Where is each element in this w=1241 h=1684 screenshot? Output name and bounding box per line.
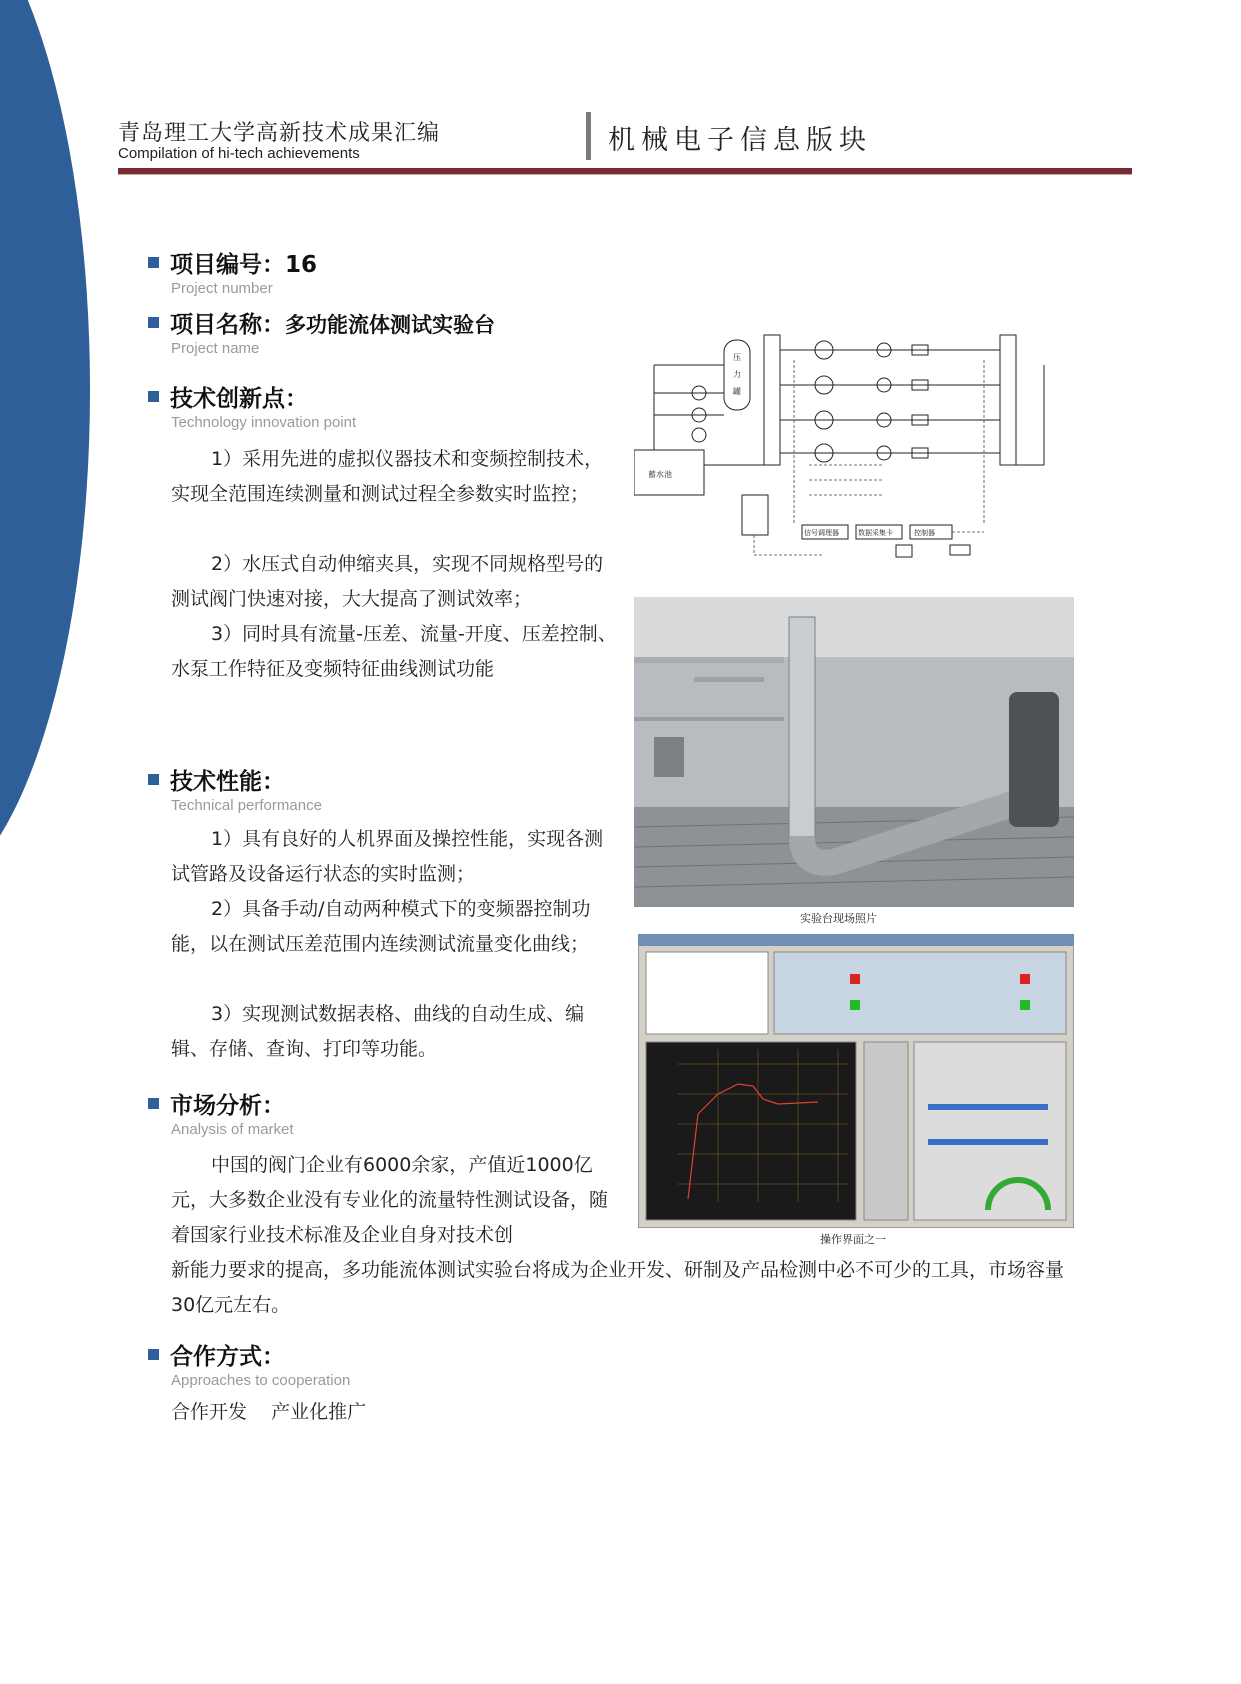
signal-label: 信号调理器 [804, 529, 839, 537]
bullet-icon [148, 317, 159, 328]
vfd-box [742, 495, 768, 535]
project-name-value: 多功能流体测试实验台 [285, 313, 495, 337]
header-rule-thin [118, 174, 1132, 175]
cooperation-text: 合作开发 产业化推广 [171, 1401, 367, 1423]
manifold-1 [764, 335, 780, 465]
market-heading: 市场分析： [170, 1093, 285, 1119]
performance-subtitle: Technical performance [171, 797, 322, 814]
innovation-paragraph-2: 2）水压式自动伸缩夹具，实现不同规格型号的测试阀门快速对接，大大提高了测试效率； [171, 553, 604, 610]
market-paragraph-part-2: 新能力要求的提高，多功能流体测试实验台将成为企业开发、研制及产品检测中必不可少的工具，市场容量30亿元左右。 [171, 1259, 1065, 1316]
decorative-side-arc [0, 0, 90, 900]
innovation-subtitle: Technology innovation point [171, 414, 357, 431]
project-name-subtitle: Project name [171, 340, 260, 357]
operation-interface-screenshot [638, 934, 1074, 1228]
cooperation-subtitle: Approaches to cooperation [171, 1372, 351, 1389]
project-number-subtitle: Project number [171, 280, 273, 297]
system-schematic-diagram [634, 315, 1064, 575]
performance-heading: 技术性能： [170, 769, 285, 795]
market-paragraph-part-1: 中国的阀门企业有6000余家，产值近1000亿元，大多数企业没有专业化的流量特性测试设备，随着国家行业技术标准及企业自身对技术创 [171, 1154, 609, 1246]
project-number-heading: 项目编号：16 [170, 252, 318, 278]
bullet-icon [148, 774, 159, 785]
bullet-icon [148, 1349, 159, 1360]
header-english-title: Compilation of hi-tech achievements [118, 145, 360, 162]
cooperation-heading: 合作方式： [170, 1344, 285, 1370]
project-name-heading [170, 306, 495, 339]
project-name-label: 项目名称： [170, 312, 285, 338]
innovation-paragraph-1: 1）采用先进的虚拟仪器技术和变频控制技术，实现全范围连续测量和测试过程全参数实时监控； [171, 448, 604, 505]
header-university-title: 青岛理工大学高新技术成果汇编 [118, 121, 441, 146]
tank-label-1: 压 [733, 353, 741, 362]
tank-label-3: 罐 [733, 387, 741, 396]
innovation-heading: 技术创新点： [170, 386, 308, 412]
lab-site-photo [634, 597, 1074, 907]
bullet-icon [148, 257, 159, 268]
daq-label: 数据采集卡 [858, 529, 893, 537]
performance-paragraph-1: 1）具有良好的人机界面及操控性能，实现各测试管路及设备运行状态的实时监测； [171, 828, 604, 885]
header-section-title: 机械电子信息版块 [608, 125, 872, 156]
ui-screenshot-caption: 操作界面之一 [820, 1233, 886, 1246]
controller-label: 控制器 [914, 529, 935, 537]
bullet-icon [148, 1098, 159, 1109]
performance-paragraph-3: 3）实现测试数据表格、曲线的自动生成、编辑、存储、查询、打印等功能。 [171, 1003, 585, 1060]
header-divider [586, 112, 591, 160]
tank-label-2: 力 [733, 370, 741, 379]
bullet-icon [148, 391, 159, 402]
sump-label: 蓄水池 [648, 470, 672, 479]
manifold-2 [1000, 335, 1016, 465]
photo-caption: 实验台现场照片 [800, 912, 877, 925]
innovation-paragraph-3: 3）同时具有流量-压差、流量-开度、压差控制、水泵工作特征及变频特征曲线测试功能 [171, 623, 617, 680]
market-subtitle: Analysis of market [171, 1121, 294, 1138]
performance-paragraph-2: 2）具备手动/自动两种模式下的变频器控制功能，以在测试压差范围内连续测试流量变化曲线； [171, 898, 591, 955]
